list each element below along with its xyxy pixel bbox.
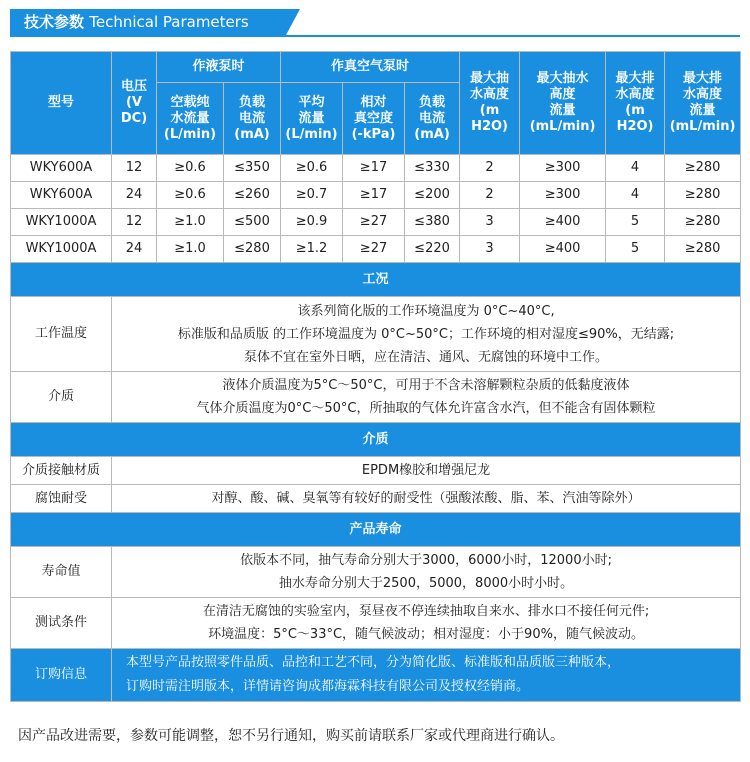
cell: ≥300	[520, 182, 606, 209]
col-vp-current: 负载 电流 (mA)	[405, 83, 460, 155]
cell: 5	[606, 209, 665, 236]
test-label: 测试条件	[11, 598, 112, 649]
section-title-en: Technical Parameters	[89, 13, 249, 31]
cell: ≤350	[224, 155, 281, 182]
cell: ≥0.6	[281, 155, 343, 182]
cell: ≥280	[665, 209, 741, 236]
test-content: 在清洁无腐蚀的实验室内，泵昼夜不停连续抽取自来水、排水口不接任何元件; 环境温度：5°C～33°C，随气候波动；相对湿度：小于90%，随气候波动。	[112, 598, 741, 649]
section-lifetime	[11, 513, 741, 547]
cell: ≥280	[665, 155, 741, 182]
cell: WKY1000A	[11, 209, 112, 236]
col-model: 型号	[11, 52, 112, 155]
col-max-discharge-height: 最大排 水高度 (m H2O)	[606, 52, 665, 155]
cell: ≥1.0	[157, 236, 224, 263]
cell: ≥27	[343, 236, 405, 263]
cell: 2	[460, 182, 520, 209]
cell: 24	[112, 182, 157, 209]
cell: 2	[460, 155, 520, 182]
section-media-title: 介质	[11, 423, 741, 457]
cell: ≥300	[520, 155, 606, 182]
col-lp-flow: 空载纯 水流量 (L/min)	[157, 83, 224, 155]
cell: ≥27	[343, 209, 405, 236]
row-corrosion	[11, 485, 741, 513]
order-label: 订购信息	[11, 649, 112, 702]
row-medium	[11, 372, 741, 423]
col-vp-flow: 平均 流量 (L/min)	[281, 83, 343, 155]
row-contact-material	[11, 457, 741, 485]
cell: 24	[112, 236, 157, 263]
cell: ≤280	[224, 236, 281, 263]
cell: ≥1.0	[157, 209, 224, 236]
cell: ≥17	[343, 155, 405, 182]
cell: ≤330	[405, 155, 460, 182]
col-max-suction-flow: 最大抽水 高度 流量 (mL/min)	[520, 52, 606, 155]
row-life	[11, 547, 741, 598]
section-title	[10, 9, 286, 35]
cell: ≤200	[405, 182, 460, 209]
work-temp-label: 工作温度	[11, 297, 112, 372]
cell: ≥17	[343, 182, 405, 209]
cell: WKY600A	[11, 182, 112, 209]
corrosion-label: 腐蚀耐受	[11, 485, 112, 513]
col-max-discharge-flow: 最大排 水高度 流量 (mL/min)	[665, 52, 741, 155]
cell: 12	[112, 209, 157, 236]
contact-material-value: EPDM橡胶和增强尼龙	[112, 457, 741, 485]
cell: ≤380	[405, 209, 460, 236]
cell: 5	[606, 236, 665, 263]
row-order	[11, 649, 741, 702]
life-content: 依版本不同，抽气寿命分别大于3000，6000小时，12000小时; 抽水寿命分别大于2500，5000，8000小时小时。	[112, 547, 741, 598]
cell: ≥400	[520, 236, 606, 263]
cell: 4	[606, 182, 665, 209]
section-title-cn: 技术参数	[24, 13, 85, 31]
section-conditions	[11, 263, 741, 297]
corrosion-value: 对醇、酸、碱、臭氧等有较好的耐受性（强酸浓酸、脂、苯、汽油等除外）	[112, 485, 741, 513]
section-media	[11, 423, 741, 457]
col-vacuum-pump: 作真空气泵时	[281, 52, 460, 83]
cell: ≥0.6	[157, 182, 224, 209]
row-test	[11, 598, 741, 649]
cell: ≥0.9	[281, 209, 343, 236]
col-vp-vacuum: 相对 真空度 (-kPa)	[343, 83, 405, 155]
header-row-1	[11, 52, 741, 83]
cell: 3	[460, 209, 520, 236]
cell: WKY1000A	[11, 236, 112, 263]
table-row	[11, 236, 741, 263]
cell: WKY600A	[11, 155, 112, 182]
cell: 3	[460, 236, 520, 263]
contact-material-label: 介质接触材质	[11, 457, 112, 485]
col-liquid-pump: 作液泵时	[157, 52, 281, 83]
cell: 12	[112, 155, 157, 182]
table-row	[11, 209, 741, 236]
cell: ≥280	[665, 236, 741, 263]
order-content: 本型号产品按照零件品质、品控和工艺不同，分为简化版、标准版和品质版三种版本， 订购时需注明版本，详情请咨询成都海霖科技有限公司及授权经销商。	[112, 649, 741, 702]
row-work-temp	[11, 297, 741, 372]
col-lp-current: 负载 电流 (mA)	[224, 83, 281, 155]
medium-content: 液体介质温度为5°C～50°C，可用于不含未溶解颗粒杂质的低黏度液体 气体介质温度为0°C～50°C，所抽取的气体允许富含水汽，但不能含有固体颗粒	[112, 372, 741, 423]
section-conditions-title: 工况	[11, 263, 741, 297]
footnote: 因产品改进需要，参数可能调整，恕不另行通知，购买前请联系厂家或代理商进行确认。	[18, 728, 564, 744]
spec-table	[10, 51, 741, 702]
cell: ≤220	[405, 236, 460, 263]
table-row	[11, 182, 741, 209]
cell: ≤260	[224, 182, 281, 209]
cell: ≤500	[224, 209, 281, 236]
col-voltage: 电压 (V DC)	[112, 52, 157, 155]
medium-label: 介质	[11, 372, 112, 423]
cell: ≥1.2	[281, 236, 343, 263]
cell: 4	[606, 155, 665, 182]
table-row	[11, 155, 741, 182]
work-temp-content: 该系列简化版的工作环境温度为 0°C~40°C, 标准版和品质版 的工作环境温度为 0°C~50°C；工作环境的相对湿度≤90%，无结露; 泵体不宜在室外日晒，应在清洁、通风、无腐蚀的环境中工作。	[112, 297, 741, 372]
section-header	[10, 9, 740, 37]
col-max-suction-height: 最大抽 水高度 (m H2O)	[460, 52, 520, 155]
cell: ≥0.7	[281, 182, 343, 209]
cell: ≥0.6	[157, 155, 224, 182]
cell: ≥280	[665, 182, 741, 209]
section-lifetime-title: 产品寿命	[11, 513, 741, 547]
cell: ≥400	[520, 209, 606, 236]
title-notch	[286, 9, 300, 35]
life-label: 寿命值	[11, 547, 112, 598]
